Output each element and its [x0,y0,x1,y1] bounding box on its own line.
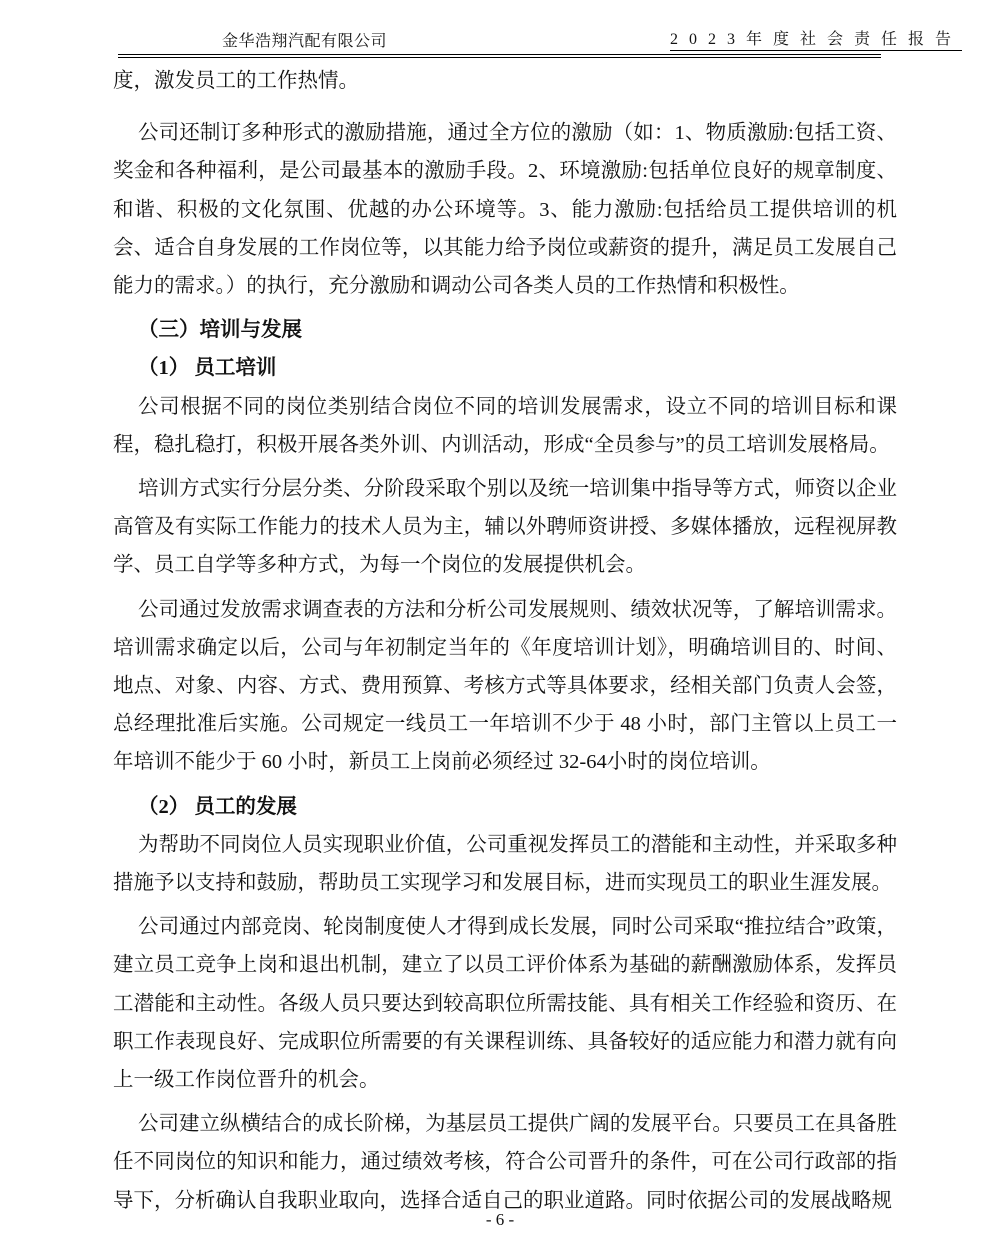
company-name: 金华浩翔汽配有限公司 [222,33,388,50]
paragraph-growth-ladder: 公司建立纵横结合的成长阶梯，为基层员工提供广阔的发展平台。只要员工在具备胜任不同岗位的知识和能力，通过绩效考核，符合公司晋升的条件，可在公司行政部的指导下，分析确认自我职业取向，选择合适自己的职业道路。同时依据公司的发展战略规 [113,1113,897,1212]
report-title: 2023年度社会责任报告 [670,26,962,51]
paragraph-continuation: 度，激发员工的工作热情。 [113,70,359,92]
section-heading-training-development: （三）培训与发展 [138,319,302,342]
page-footer [0,1210,1000,1230]
paragraph-training-plan: 公司通过发放需求调查表的方法和分析公司发展规则、绩效状况等，了解培训需求。培训需求确定以后，公司与年初制定当年的《年度培训计划》，明确培训目的、时间、地点、对象、内容、方式、费用预算、考核方式等具体要求，经相关部门负责人会签，总经理批准后实施。公司规定一线员工一年培训不少于 48 小时，部门主管以上员工一年培训不能少于 60 小时，新员工上岗前必须经过 32-64小时的岗位培训。 [113,598,897,774]
document-body [113,62,897,1220]
paragraph-career-value: 为帮助不同岗位人员实现职业价值，公司重视发挥员工的潜能和主动性，并采取多种措施予以支持和鼓励，帮助员工实现学习和发展目标，进而实现员工的职业生涯发展。 [113,833,897,895]
paragraph-training-goals: 公司根据不同的岗位类别结合岗位不同的培训发展需求，设立不同的培训目标和课程，稳扎稳打，积极开展各类外训、内训活动，形成“全员参与”的员工培训发展格局。 [113,395,897,456]
page-number: - 6 - [485,1210,515,1229]
header-divider [118,54,881,58]
page-header [0,0,1000,53]
paragraph-incentives: 公司还制订多种形式的激励措施，通过全方位的激励（如：1、物质激励:包括工资、奖金和各种福利，是公司最基本的激励手段。2、环境激励:包括单位良好的规章制度、和谐、积极的文化氛围、优越的办公环境等。3、能力激励:包括给员工提供培训的机会、适合自身发展的工作岗位等，以其能力给予岗位或薪资的提升，满足员工发展自己能力的需求。）的执行，充分激励和调动公司各类人员的工作热情和积极性。 [113,122,897,298]
paragraph-training-methods: 培训方式实行分层分类、分阶段采取个别以及统一培训集中指导等方式，师资以企业高管及有实际工作能力的技术人员为主，辅以外聘师资讲授、多媒体播放，远程视屏教学、员工自学等多种方式，为每一个岗位的发展提供机会。 [113,478,897,577]
subsection-heading-employee-training: （1） 员工培训 [138,357,277,380]
paragraph-promotion-mechanism: 公司通过内部竞岗、轮岗制度使人才得到成长发展，同时公司采取“推拉结合”政策，建立员工竞争上岗和退出机制，建立了以员工评价体系为基础的薪酬激励体系，发挥员工潜能和主动性。各级人员只要达到较高职位所需技能、具有相关工作经验和资历、在职工作表现良好、完成职位所需要的有关课程训练、具备较好的适应能力和潜力就有向上一级工作岗位晋升的机会。 [113,916,897,1092]
subsection-heading-employee-development: （2） 员工的发展 [138,795,297,818]
